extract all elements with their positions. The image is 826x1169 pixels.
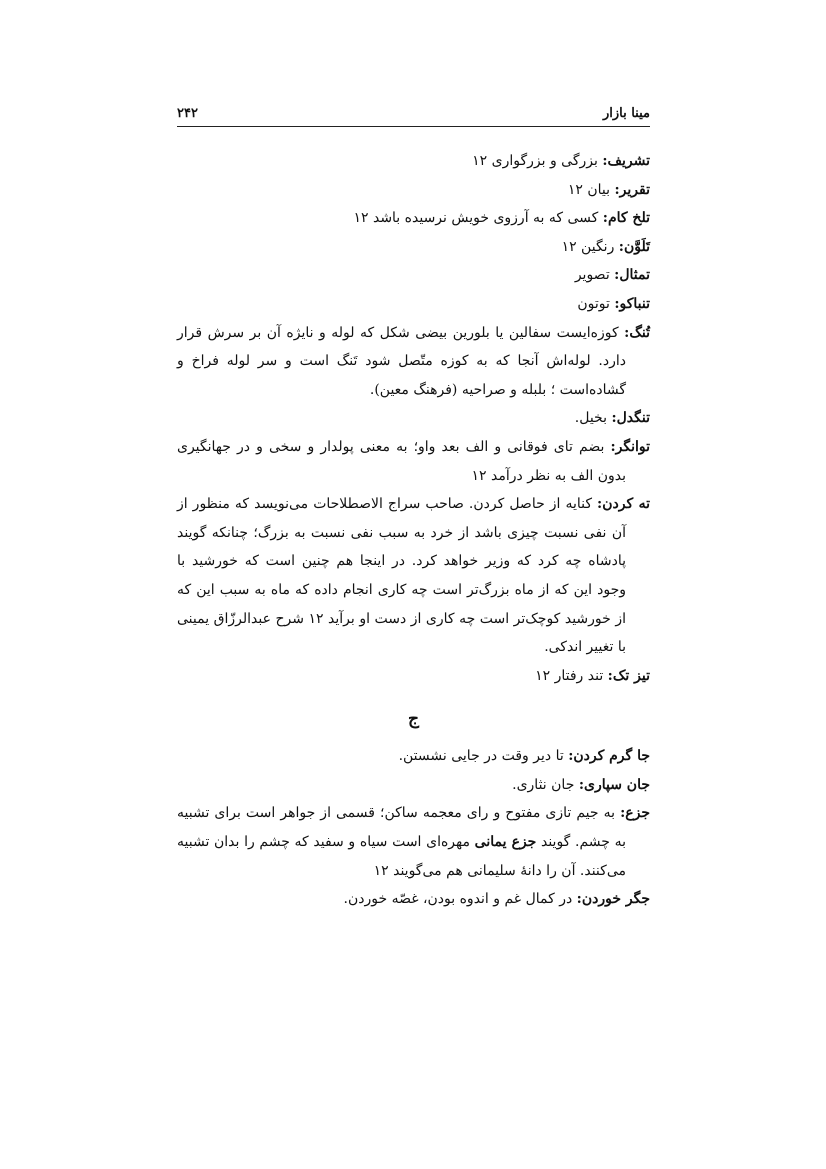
glossary-entry	[177, 742, 650, 771]
glossary-entry	[177, 404, 650, 433]
term-colon: :	[610, 438, 616, 455]
entry-definition: جان نثاری.	[512, 776, 579, 793]
term-colon: :	[614, 181, 620, 198]
entry-term: تنگدل	[616, 410, 650, 427]
entry-definition: کوزه‌ایست سفالین یا بلورین بیضی شکل که لوله و نایژه آن بر سرش قرار دارد. لوله‌اش آنجا که به کوزه متّصل شود تَنگ است و سر لوله فراخ و گشاده‌است ؛ بلبله و صراحیه (فرهنگ معین).	[177, 324, 626, 398]
term-colon: :	[578, 776, 584, 793]
entry-definition: تند رفتار ۱۲	[535, 667, 608, 684]
entry-term: جگر خوردن	[581, 891, 650, 908]
term-colon: :	[614, 267, 620, 284]
glossary-entry	[177, 885, 650, 914]
running-header	[177, 104, 650, 127]
term-colon: :	[618, 238, 624, 255]
entry-definition: بضم تای فوقانی و الف بعد واو؛ به معنی پولدار و سخی و در جهانگیری بدون الف به نظر درآمد ۱۲	[177, 438, 626, 484]
entry-term: تَلَوَّن	[623, 238, 650, 255]
term-colon: :	[602, 210, 608, 227]
entry-definition: رنگین ۱۲	[561, 238, 619, 255]
glossary-entry	[177, 490, 650, 662]
entry-definition: توتون	[577, 295, 615, 312]
entry-term: ته کردن	[602, 496, 650, 513]
page-number: ۲۴۲	[177, 106, 198, 121]
glossary-body	[177, 147, 650, 914]
entry-term: تلخ کام	[607, 210, 650, 227]
glossary-entry	[177, 433, 650, 490]
glossary-entry	[177, 147, 650, 176]
glossary-entry	[177, 290, 650, 319]
glossary-entry	[177, 261, 650, 290]
entry-definition: کسی که به آرزوی خویش نرسیده باشد ۱۲	[353, 210, 603, 227]
book-title: مینا بازار	[602, 106, 650, 121]
entry-term: جا گرم کردن	[573, 748, 650, 765]
glossary-entry	[177, 662, 650, 691]
entry-definition-end: مهره‌ای است سیاه و سفید که چشم را بدان تشبیه می‌کنند. آن را دانهٔ سلیمانی هم می‌گویند ۱۲	[177, 834, 626, 879]
entry-term: تمثال	[619, 267, 650, 284]
term-colon: :	[607, 667, 613, 684]
term-colon: :	[611, 410, 617, 427]
entry-term: تُنگ	[629, 324, 650, 341]
glossary-entry	[177, 204, 650, 233]
entry-term: توانگر	[615, 438, 650, 455]
term-colon: :	[602, 153, 608, 169]
entry-definition: بزرگی و بزرگواری ۱۲	[472, 153, 603, 169]
term-colon: :	[624, 324, 630, 341]
term-colon: :	[614, 295, 620, 312]
inline-bold-term: جزع یمانی	[474, 834, 537, 851]
entry-term: تقریر	[619, 181, 650, 198]
term-colon: :	[597, 496, 603, 513]
entry-definition-start: به جیم تازی مفتوح و رای معجمه ساکن؛ قسمی از جواهر است برای تشبیه به چشم. گویند	[177, 805, 626, 851]
entry-term: تشریف	[607, 153, 650, 169]
term-colon: :	[568, 748, 574, 765]
glossary-entry	[177, 771, 650, 800]
glossary-entry	[177, 799, 650, 885]
entry-definition: تصویر	[574, 267, 615, 284]
entry-term: تنباکو	[619, 295, 650, 312]
entry-definition: تا دیر وقت در جایی نشستن.	[398, 748, 569, 765]
entry-definition: بیان ۱۲	[567, 181, 615, 198]
section-letter-heading: ج	[408, 709, 419, 730]
glossary-entry	[177, 319, 650, 405]
glossary-entry	[177, 233, 650, 262]
entry-term: جان سپاری	[583, 776, 650, 793]
entry-definition: در کمال غم و اندوه بودن، غصّه خوردن.	[343, 891, 577, 908]
term-colon: :	[620, 805, 626, 822]
entry-term: جزع	[625, 805, 650, 822]
entry-definition: کنایه از حاصل کردن. صاحب سراج الاصطلاحات می‌نویسد که منظور از آن نفی نسبت چیزی باشد از خرد به سبب نفی نسبت به بزرگ؛ چنانکه گویند پادشاه چه کرد که وزیر خواهد کرد. در اینجا هم چنین است که خورشید با وجود این که از ماه بزرگ‌تر است چه کاری انجام داده که ماه به سبب این که از خورشید کوچک‌تر است چه کاری از دست او برآید ۱۲ شرح عبدالرزّاق یمینی با تغییر اندکی.	[177, 496, 626, 656]
glossary-entry	[177, 176, 650, 205]
term-colon: :	[576, 891, 582, 908]
entry-term: تیز تک	[612, 667, 650, 684]
entry-definition: بخیل.	[574, 410, 612, 427]
